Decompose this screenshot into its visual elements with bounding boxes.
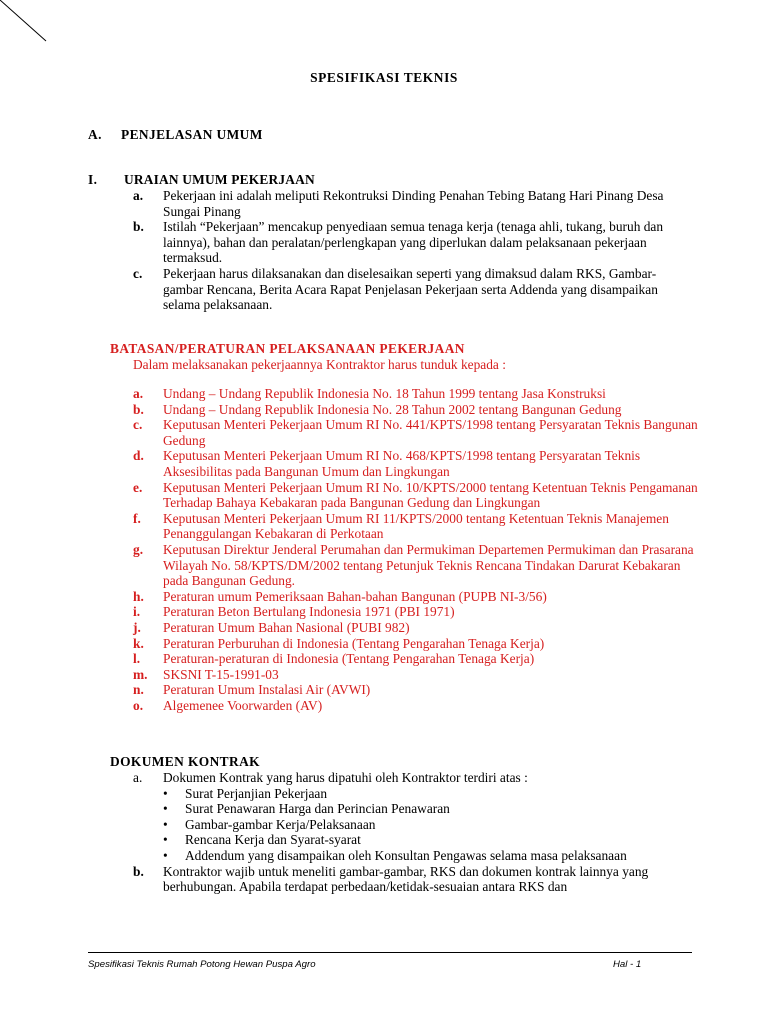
section-i-label: URAIAN UMUM PEKERJAAN: [124, 172, 315, 187]
list-marker: b.: [133, 863, 144, 879]
list-item: [133, 651, 698, 667]
section-i-heading: [88, 172, 315, 188]
list-text: Peraturan Umum Instalasi Air (AVWI): [163, 682, 371, 698]
bullet-item: [163, 817, 698, 833]
list-text: SKSNI T-15-1991-03: [163, 666, 279, 682]
bullet-icon: •: [163, 801, 168, 817]
list-item: [133, 402, 698, 418]
dokumen-heading: DOKUMEN KONTRAK: [110, 754, 260, 769]
list-text: Peraturan Perburuhan di Indonesia (Tentang Pengarahan Tenaga Kerja): [163, 635, 545, 651]
list-item: [133, 620, 698, 636]
bullet-icon: •: [163, 832, 168, 848]
list-item: [133, 417, 698, 448]
bullet-item: [163, 786, 698, 802]
list-item: [133, 188, 693, 219]
section-a-heading: [88, 127, 263, 143]
section-i-list: [133, 188, 693, 313]
page-corner-line: [0, 0, 50, 45]
list-item: [133, 604, 698, 620]
list-marker: f.: [133, 510, 141, 526]
list-text: Keputusan Menteri Pekerjaan Umum RI No. 441/KPTS/1998 tentang Persyaratan Teknis Bangunan Gedung: [163, 417, 698, 448]
bullet-text: Addendum yang disampaikan oleh Konsultan Pengawas selama masa pelaksanaan: [185, 847, 627, 863]
list-text: Keputusan Direktur Jenderal Perumahan dan Permukiman Departemen Permukiman dan Prasarana Wilayah No. 58/KPTS/DM/2002 tentang Petunjuk Teknis Rencana Tindakan Darurat Kebakaran pada Bangunan Gedung.: [163, 541, 694, 589]
document-title: SPESIFIKASI TEKNIS: [310, 70, 458, 85]
list-marker: k.: [133, 635, 144, 651]
list-marker: i.: [133, 604, 141, 620]
list-marker: l.: [133, 651, 141, 667]
list-item: [133, 864, 698, 895]
section-a-marker: A.: [88, 127, 102, 142]
list-item: [133, 448, 698, 479]
section-i-marker: I.: [88, 172, 98, 187]
list-text: Peraturan umum Pemeriksaan Bahan-bahan Bangunan (PUPB NI-3/56): [163, 588, 547, 604]
list-marker: a.: [133, 770, 143, 785]
bullet-item: [163, 848, 698, 864]
list-item: [133, 542, 698, 589]
list-text: Kontraktor wajib untuk meneliti gambar-gambar, RKS dan dokumen kontrak lainnya yang berhubungan. Apabila terdapat perbedaan/ketidak-sesuaian antara RKS dan: [163, 863, 649, 895]
list-text: Undang – Undang Republik Indonesia No. 28 Tahun 2002 tentang Bangunan Gedung: [163, 401, 622, 417]
list-marker: b.: [133, 401, 144, 417]
list-marker: a.: [133, 386, 144, 401]
list-text: Keputusan Menteri Pekerjaan Umum RI 11/KPTS/2000 tentang Ketentuan Teknis Manajemen Penanggulangan Kebakaran di Perkotaan: [163, 510, 669, 542]
list-marker: c.: [133, 417, 143, 433]
batasan-intro: Dalam melaksanakan pekerjaannya Kontraktor harus tunduk kepada :: [133, 357, 506, 372]
footer-document-name: Spesifikasi Teknis Rumah Potong Hewan Puspa Agro: [88, 959, 316, 970]
list-marker: a.: [133, 188, 144, 203]
list-marker: b.: [133, 219, 144, 235]
list-marker: d.: [133, 448, 144, 464]
bullet-text: Rencana Kerja dan Syarat-syarat: [185, 832, 361, 848]
list-text: Pekerjaan harus dilaksanakan dan diselesaikan seperti yang dimaksud dalam RKS, Gambar-gambar Rencana, Berita Acara Rapat Penjelasan Pekerjaan serta Addenda yang disampaikan selama pelaksanaan.: [163, 265, 658, 313]
footer-rule: [88, 952, 692, 953]
list-item: [133, 667, 698, 683]
dokumen-list: [133, 770, 698, 895]
batasan-list: [133, 386, 698, 713]
list-text: Keputusan Menteri Pekerjaan Umum RI No. 468/KPTS/1998 tentang Persyaratan Teknis Aksesibilitas pada Bangunan Umum dan Lingkungan: [163, 448, 641, 479]
list-item: [133, 636, 698, 652]
bullet-icon: •: [163, 785, 168, 801]
bullet-item: [163, 832, 698, 848]
list-marker: e.: [133, 479, 143, 495]
list-text: Dokumen Kontrak yang harus dipatuhi oleh Kontraktor terdiri atas :: [163, 770, 528, 785]
bullet-text: Surat Penawaran Harga dan Perincian Penawaran: [185, 801, 450, 817]
dokumen-bullet-list: [163, 786, 698, 864]
list-item: [133, 480, 698, 511]
list-item: [133, 770, 698, 786]
list-text: Istilah “Pekerjaan” mencakup penyediaan semua tenaga kerja (tenaga ahli, tukang, buruh dan lainnya), bahan dan peralatan/perlengkapan yang diperlukan dalam pelaksanaan pekerjaan termaksud.: [163, 219, 664, 266]
list-text: Peraturan Umum Bahan Nasional (PUBI 982): [163, 619, 410, 635]
footer-page-number: Hal - 1: [613, 959, 642, 970]
batasan-heading: BATASAN/PERATURAN PELAKSANAAN PEKERJAAN: [110, 341, 465, 356]
list-item: [133, 266, 693, 313]
list-text: Keputusan Menteri Pekerjaan Umum RI No. 10/KPTS/2000 tentang Ketentuan Teknis Pengamanan Terhadap Bahaya Kebakaran pada Bangunan Gedung dan Lingkungan: [163, 479, 698, 511]
list-text: Algemenee Voorwarden (AV): [163, 697, 323, 713]
list-text: Peraturan Beton Bertulang Indonesia 1971 (PBI 1971): [163, 604, 455, 620]
bullet-icon: •: [163, 847, 168, 863]
list-marker: n.: [133, 682, 144, 698]
list-item: [133, 698, 698, 714]
bullet-text: Surat Perjanjian Pekerjaan: [185, 785, 328, 801]
list-item: [133, 386, 698, 402]
list-text: Undang – Undang Republik Indonesia No. 18 Tahun 1999 tentang Jasa Konstruksi: [163, 386, 606, 401]
bullet-text: Gambar-gambar Kerja/Pelaksanaan: [185, 816, 376, 832]
list-marker: g.: [133, 541, 144, 557]
list-text: Peraturan-peraturan di Indonesia (Tentang Pengarahan Tenaga Kerja): [163, 651, 535, 667]
list-item: [133, 589, 698, 605]
bullet-item: [163, 801, 698, 817]
list-marker: o.: [133, 697, 144, 713]
list-marker: c.: [133, 265, 143, 281]
list-item: [133, 511, 698, 542]
list-item: [133, 219, 693, 266]
list-item: [133, 682, 698, 698]
section-a-label: PENJELASAN UMUM: [121, 127, 263, 142]
list-text: Pekerjaan ini adalah meliputi Rekontruksi Dinding Penahan Tebing Batang Hari Pinang Desa Sungai Pinang: [163, 188, 664, 219]
list-marker: j.: [133, 619, 141, 635]
list-marker: m.: [133, 666, 148, 682]
bullet-icon: •: [163, 816, 168, 832]
list-marker: h.: [133, 588, 144, 604]
